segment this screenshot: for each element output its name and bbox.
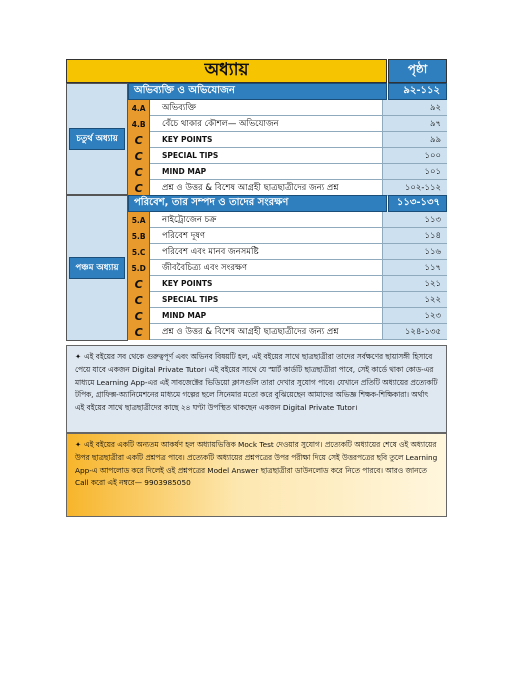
topic-code: 5.B <box>128 228 150 244</box>
topic-title: পরিবেশ এবং মানব জনসমষ্টি <box>162 246 259 257</box>
table-row <box>128 164 447 180</box>
topic-code: 4.A <box>128 100 150 116</box>
content-type-icon: C <box>128 132 150 148</box>
digital-tutor-text: এই বইয়ের সব থেকে গুরুত্বপূর্ণ এবং অভিনব বিষয়টি হল, এই বইয়ের সাথে ছাত্রছাত্রীরা তাদের সর্বক্ষণের ছায়াসঙ্গী হিসাবে পেয়ে যাবে একজন Digital Private Tutor। এই বইয়ের সাথে যে স্মার্ট কার্ডটি ছাত্রছাত্রীরা পাবে, সেই কার্ডে থাকা কোড-এর মাধ্যমে Learning App-এর এই সাবজেক্টের ভিডিয়ো ক্লাসগুলি তারা দেখার সুযোগ পাবে। যেখানে প্রতিটি অধ্যায়ের প্রত্যেকটি টপিক, গ্রাফিক্স-অ্যানিমেশনের মাধ্যমে গল্পের ছলে সিনেমার মতো করে বুঝিয়েছেন আমাদের অভিজ্ঞ শিক্ষক-শিক্ষিকারা। অর্থাৎ এই বইয়ের সাথে ছাত্রছাত্রীদের কাছে ২৪ ঘণ্টা উপস্থিত থাকছেন একজন Digital Private Tutor। <box>75 352 438 413</box>
table-row <box>128 276 447 292</box>
page-number: ১০২-১১২ <box>382 180 447 195</box>
topic-code: 5.D <box>128 260 150 276</box>
table-row <box>128 292 447 308</box>
topic-title: KEY POINTS <box>162 135 213 144</box>
page-number: ১০০ <box>382 148 447 163</box>
topic-title: নাইট্রোজেন চক্র <box>162 214 217 225</box>
page-number: ১০১ <box>382 164 447 179</box>
page-number: ১১৩ <box>382 212 447 227</box>
table-row <box>128 324 447 340</box>
star-bullet-icon: ✦ <box>75 352 82 361</box>
page-number: ৯৭ <box>382 116 447 131</box>
table-row <box>128 244 447 260</box>
page-number: ১২৪-১৩৫ <box>382 324 447 339</box>
table-row <box>128 308 447 324</box>
table-row <box>128 260 447 276</box>
table-row <box>128 212 447 228</box>
page-number: ১১৬ <box>382 244 447 259</box>
section-title-5: পরিবেশ, তার সম্পদ ও তাদের সংরক্ষণ <box>128 195 387 212</box>
chapter-header: অধ্যায় <box>66 59 387 83</box>
page-number: ১২৩ <box>382 308 447 323</box>
page-number: ১২২ <box>382 292 447 307</box>
content-type-icon: C <box>128 308 150 324</box>
topic-title: প্রশ্ন ও উত্তর & বিশেষ আগ্রহী ছাত্রছাত্রীদের জন্য প্রশ্ন <box>162 326 339 337</box>
section-label-5: পঞ্চম অধ্যায় <box>69 257 125 279</box>
table-row <box>128 148 447 164</box>
table-row <box>128 100 447 116</box>
section-side-panel-4 <box>66 83 128 195</box>
content-type-icon: C <box>128 324 150 340</box>
page-number: ৯৯ <box>382 132 447 147</box>
content-type-icon: C <box>128 164 150 180</box>
table-row <box>128 228 447 244</box>
content-type-icon: C <box>128 292 150 308</box>
topic-title: পরিবেশ দূষণ <box>162 230 206 241</box>
page-number: ৯২ <box>382 100 447 115</box>
section-title-4: অভিব্যক্তি ও অভিযোজন <box>128 83 387 100</box>
table-row <box>128 180 447 196</box>
topic-title: SPECIAL TIPS <box>162 151 219 160</box>
section-side-panel-5 <box>66 195 128 341</box>
section-pages-5: ১১৩-১৩৭ <box>388 195 447 212</box>
topic-title: বেঁচে থাকার কৌশল— অভিযোজন <box>162 118 279 129</box>
digital-tutor-info-box <box>66 345 447 433</box>
topic-title: KEY POINTS <box>162 279 213 288</box>
topic-title: প্রশ্ন ও উত্তর & বিশেষ আগ্রহী ছাত্রছাত্রীদের জন্য প্রশ্ন <box>162 182 339 193</box>
mock-test-text: এই বইয়ের একটি অন্যতম আকর্ষণ হল অধ্যায়ভিত্তিক Mock Test দেওয়ার সুযোগ। প্রত্যেকটি অধ্যায়ের শেষে ওই অধ্যায়ের উপর ছাত্রছাত্রীরা একটি প্রশ্নপত্র পাবে। প্রত্যেকটি অধ্যায়ের প্রশ্নপত্রের উপর পরীক্ষা দিয়ে সেই উত্তরপত্রের ছবি তুলে Learning App-এ আপলোড করে দিলেই ওই প্রশ্নপত্রের Model Answer ছাত্রছাত্রীরা ডাউনলোড করে নিতে পারবে। আরও জানতে Call করো এই নম্বরে— 9903985050 <box>75 440 438 488</box>
topic-title: SPECIAL TIPS <box>162 295 219 304</box>
page-number: ১১৭ <box>382 260 447 275</box>
section-label-4: চতুর্থ অধ্যায় <box>69 128 125 150</box>
table-row <box>128 116 447 132</box>
section-pages-4: ৯২-১১২ <box>388 83 447 100</box>
topic-title: MIND MAP <box>162 311 207 320</box>
page-number: ১২১ <box>382 276 447 291</box>
topic-title: MIND MAP <box>162 167 207 176</box>
content-type-icon: C <box>128 148 150 164</box>
topic-code: 5.C <box>128 244 150 260</box>
content-type-icon: C <box>128 180 150 196</box>
topic-title: জীববৈচিত্র্য এবং সংরক্ষণ <box>162 262 248 273</box>
page-header: পৃষ্ঠা <box>388 59 447 83</box>
topic-title: অভিব্যক্তি <box>162 102 197 113</box>
star-bullet-icon: ✦ <box>75 440 82 449</box>
topic-code: 5.A <box>128 212 150 228</box>
mock-test-info-box <box>66 433 447 517</box>
topic-code: 4.B <box>128 116 150 132</box>
content-type-icon: C <box>128 276 150 292</box>
table-row <box>128 132 447 148</box>
page-number: ১১৪ <box>382 228 447 243</box>
